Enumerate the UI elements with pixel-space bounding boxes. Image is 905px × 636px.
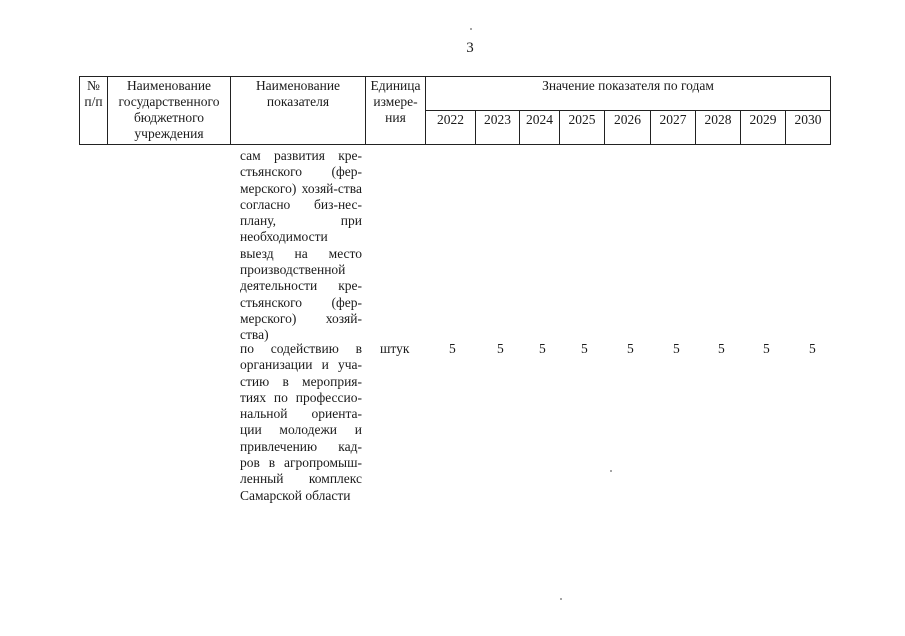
value-cell: 5 xyxy=(627,341,634,356)
value-cell: 5 xyxy=(539,341,546,356)
header-value-group: Значение показателя по годам xyxy=(426,77,831,111)
value-cell: 5 xyxy=(673,341,680,356)
value-cell: 5 xyxy=(718,341,725,356)
header-year: 2028 xyxy=(696,111,741,145)
header-year: 2027 xyxy=(651,111,696,145)
header-unit: Единица измере-ния xyxy=(366,77,426,145)
value-cell: 5 xyxy=(497,341,504,356)
header-year: 2030 xyxy=(786,111,831,145)
header-institution: Наименование государственного бюджетного учреждения xyxy=(108,77,231,145)
header-indicator: Наименование показателя xyxy=(231,77,366,145)
header-year: 2022 xyxy=(426,111,476,145)
header-year: 2024 xyxy=(520,111,560,145)
header-num: № п/п xyxy=(80,77,108,145)
value-cell: 5 xyxy=(763,341,770,356)
header-year: 2023 xyxy=(476,111,520,145)
indicator-table xyxy=(79,76,831,145)
unit-cell: штук xyxy=(380,341,410,356)
header-year: 2029 xyxy=(741,111,786,145)
page-number: 3 xyxy=(466,40,474,56)
indicator-description: по содействию в организации и уча-стию в мероприя-тиях по профессио-нальной ориента-ции молодежи и привлечению кад-ров в агропромыш-ленный комплекс Самарской области xyxy=(240,341,362,503)
value-cell: 5 xyxy=(449,341,456,356)
header-year: 2025 xyxy=(560,111,605,145)
value-cell: 5 xyxy=(809,341,816,356)
indicator-description: сам развития кре-стьянского (фер-мерского) хозяй-ства согласно биз-нес-плану, при необходимости выезд на место производственной деятельности кре-стьянского (фер-мерского) хозяй-ства) xyxy=(240,148,362,343)
value-cell: 5 xyxy=(581,341,588,356)
header-year: 2026 xyxy=(605,111,651,145)
scan-speck xyxy=(470,28,472,30)
scan-speck xyxy=(610,470,612,472)
scan-speck xyxy=(560,598,562,600)
